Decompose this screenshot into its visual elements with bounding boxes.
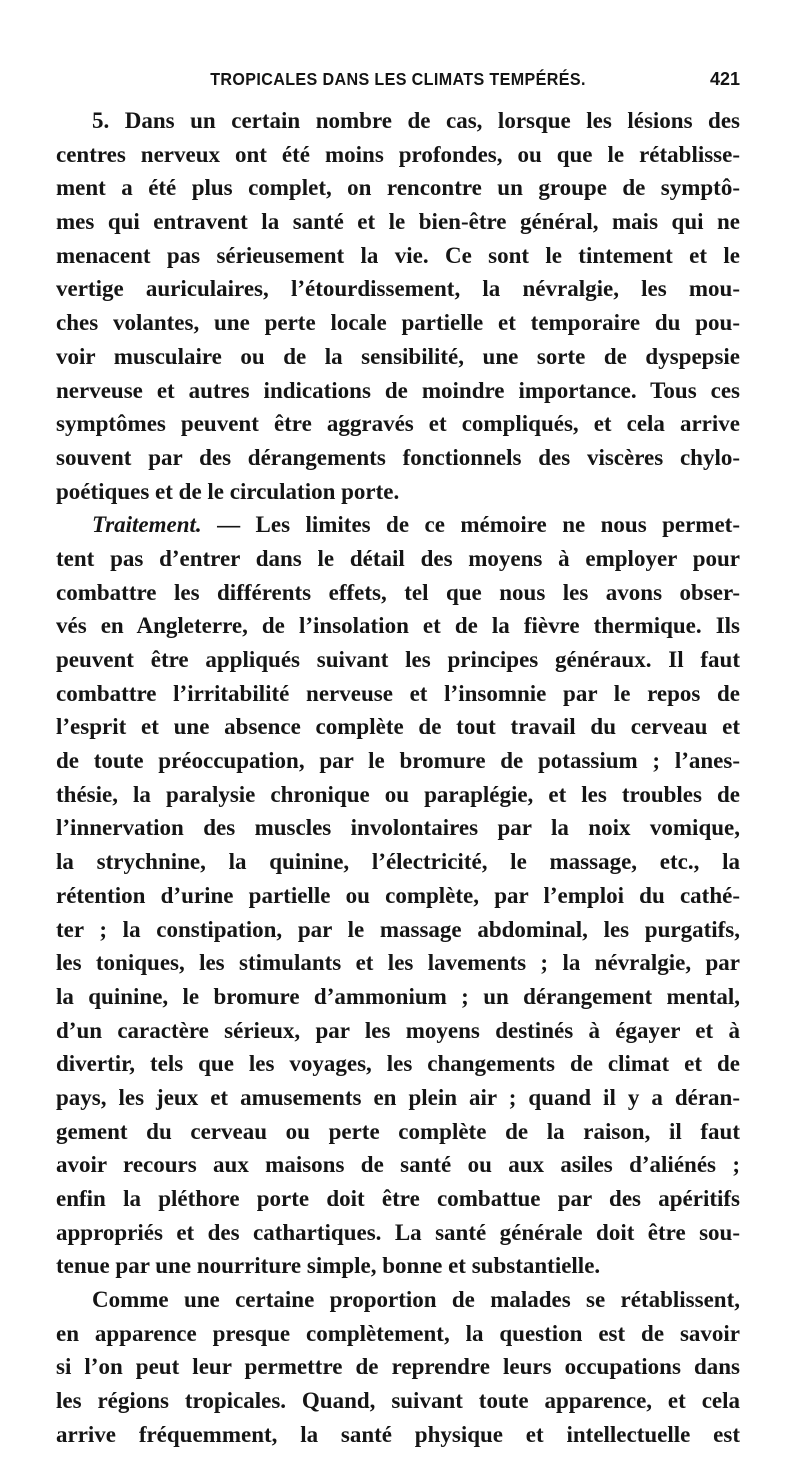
text-line: thésie, la paralysie chronique ou paraplégie, et les troubles de <box>56 781 740 807</box>
text-line: arrive fréquemment, la santé physique et intellectuelle est <box>56 1421 740 1447</box>
text-line: divertir, tels que les voyages, les changements de climat et de <box>56 1051 740 1077</box>
text-line: centres nerveux ont été moins profondes, ou que le rétablisse- <box>56 141 740 167</box>
text-line: vertige auriculaires, l’étourdissement, la névralgie, les mou- <box>56 276 740 302</box>
text-line: les régions tropicales. Quand, suivant toute apparence, et cela <box>56 1388 740 1414</box>
text-line: enfin la pléthore porte doit être combattue par des apéritifs <box>56 1186 740 1211</box>
text-line-rest: — Les limites de ce mémoire ne nous permet- <box>201 512 740 538</box>
text-line: pays, les jeux et amusements en plein air ; quand il y a déran- <box>56 1084 740 1110</box>
text-line: de toute préoccupation, par le bromure de potassium ; l’anes- <box>56 748 740 774</box>
text-line: en apparence presque complètement, la question est de savoir <box>56 1320 740 1346</box>
text-line: appropriés et des cathartiques. La santé générale doit être sou- <box>56 1219 740 1245</box>
running-title: TROPICALES DANS LES CLIMATS TEMPÉRÉS. <box>210 69 586 89</box>
text-line: avoir recours aux maisons de santé ou aux asiles d’aliénés ; <box>56 1152 740 1178</box>
text-line: vés en Angleterre, de l’insolation et de la fièvre thermique. Ils <box>56 613 740 639</box>
section-heading-traitement: Traitement. <box>92 512 202 538</box>
text-line: combattre les différents effets, tel que nous les avons obser- <box>56 579 740 605</box>
text-line: symptômes peuvent être aggravés et compliqués, et cela arrive <box>56 411 740 437</box>
text-line: souvent par des dérangements fonctionnels des viscères chylo- <box>56 444 740 470</box>
running-head <box>56 64 740 94</box>
text-line: poétiques et de le circulation porte. <box>56 478 400 504</box>
text-line: tent pas d’entrer dans le détail des moyens à employer pour <box>56 545 740 571</box>
text-line: l’esprit et une absence complète de tout travail du cerveau et <box>56 714 740 740</box>
text-line: tenue par une nourriture simple, bonne et substantielle. <box>56 1253 601 1279</box>
text-line: menacent pas sérieusement la vie. Ce sont le tintement et le <box>56 242 740 268</box>
text-line: l’innervation des muscles involontaires par la noix vomique, <box>56 815 740 841</box>
page-number: 421 <box>709 69 740 89</box>
text-body <box>56 104 740 1452</box>
text-line: ches volantes, une perte locale partielle et temporaire du pou- <box>56 310 740 336</box>
text-line: les toniques, les stimulants et les lavements ; la névralgie, par <box>56 950 740 976</box>
text-line: la strychnine, la quinine, l’électricité, le massage, etc., la <box>56 849 740 875</box>
text-line <box>56 508 740 542</box>
text-line: la quinine, le bromure d’ammonium ; un dérangement mental, <box>56 983 740 1009</box>
text-line: ment a été plus complet, on rencontre un groupe de symptô- <box>56 175 740 201</box>
text-line: voir musculaire ou de la sensibilité, une sorte de dyspepsie <box>56 343 740 369</box>
text-line: 5. Dans un certain nombre de cas, lorsque les lésions des <box>92 108 740 133</box>
text-line: mes qui entravent la santé et le bien-être général, mais qui ne <box>56 209 740 235</box>
text-line: peuvent être appliqués suivant les principes généraux. Il faut <box>56 647 740 672</box>
text-line: d’un caractère sérieux, par les moyens destinés à égayer et à <box>56 1017 740 1043</box>
text-line: gement du cerveau ou perte complète de la raison, il faut <box>56 1118 740 1144</box>
text-line: Comme une certaine proportion de malades se rétablissent, <box>92 1287 740 1313</box>
text-line: combattre l’irritabilité nerveuse et l’insomnie par le repos de <box>56 680 740 706</box>
text-line: ter ; la constipation, par le massage abdominal, les purgatifs, <box>56 916 740 942</box>
text-line: nerveuse et autres indications de moindre importance. Tous ces <box>56 377 740 403</box>
text-line: rétention d’urine partielle ou complète, par l’emploi du cathé- <box>56 882 740 908</box>
text-line: si l’on peut leur permettre de reprendre leurs occupations dans <box>56 1354 740 1380</box>
